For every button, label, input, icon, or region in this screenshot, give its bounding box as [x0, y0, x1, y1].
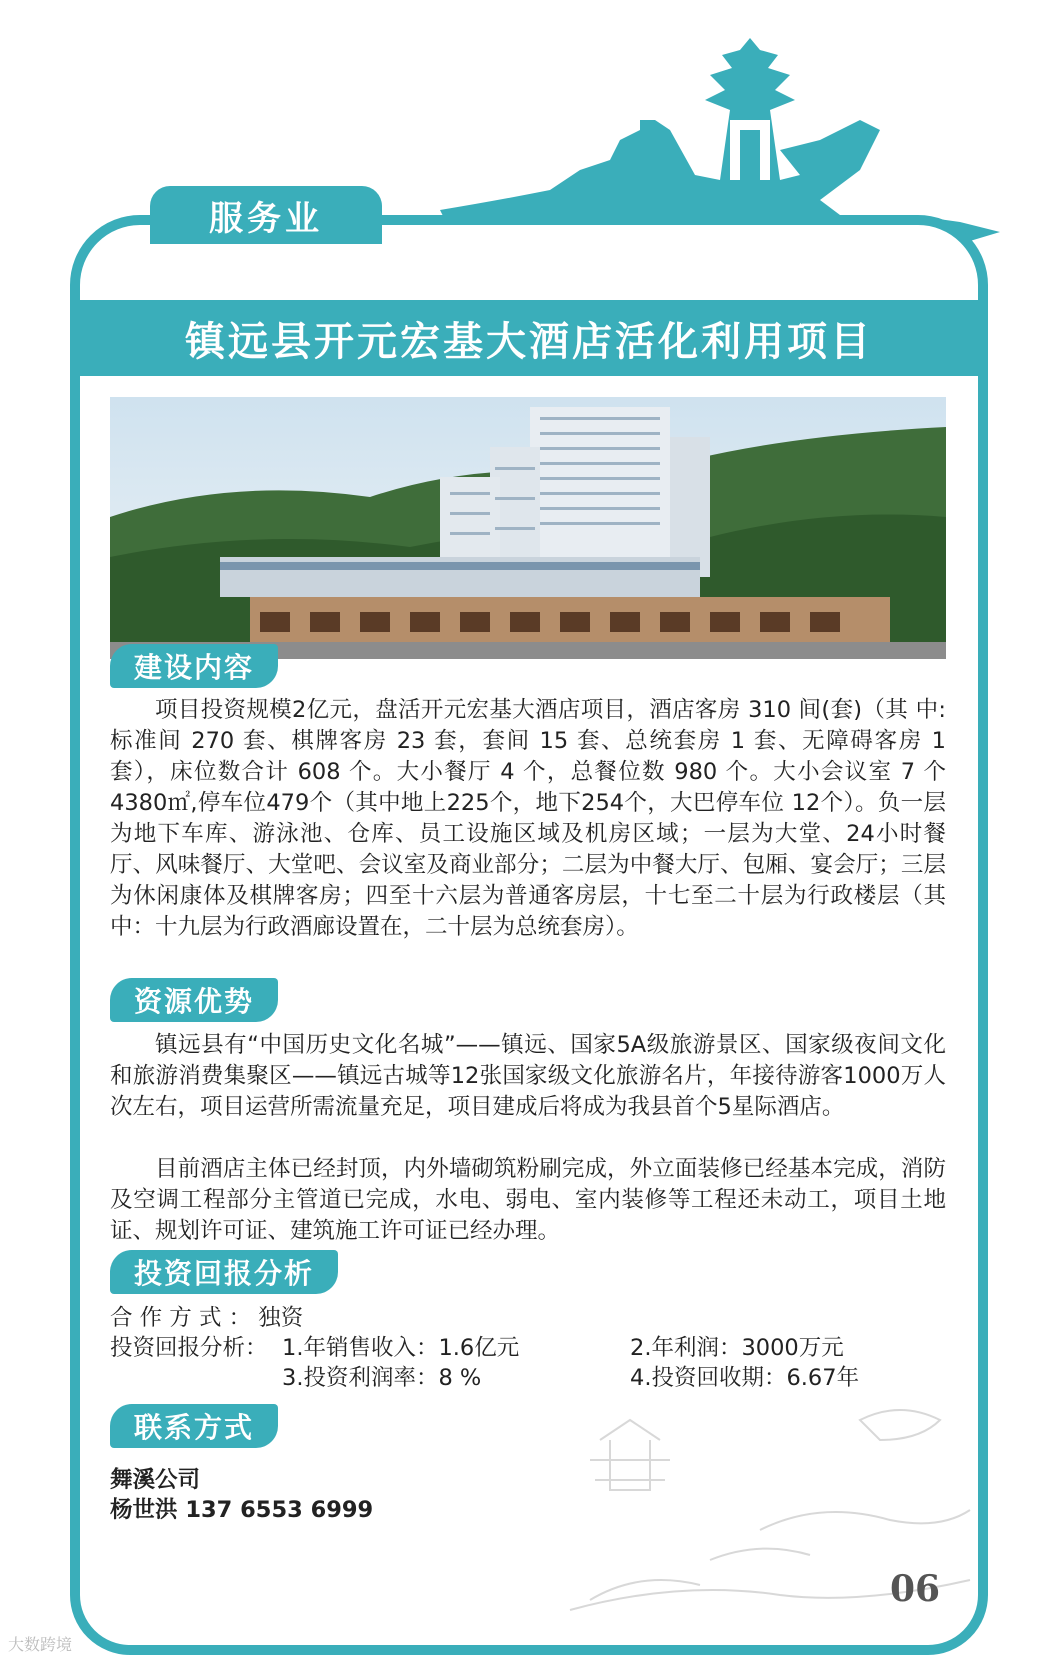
- profit-rate-item: 3.投资利润率：8 %: [282, 1365, 482, 1391]
- category-tab: 服务业: [150, 186, 382, 244]
- section-heading-construction: 建设内容: [110, 644, 278, 688]
- contact-company: 舞溪公司: [110, 1467, 201, 1493]
- section-heading-advantages: 资源优势: [110, 978, 278, 1022]
- advantages-paragraph-1: 镇远县有“中国历史文化名城”——镇远、国家5A级旅游景区、国家级夜间文化和旅游消费集聚区——镇远古城等12张国家级文化旅游名片，年接待游客1000万人次左右，项目运营所需流量充足，项目建成后将成为我县首个5星际酒店。: [110, 1032, 946, 1120]
- analysis-label: 投资回报分析：: [110, 1335, 268, 1361]
- annual-sales-item: 1.年销售收入：1.6亿元: [282, 1335, 520, 1361]
- cooperation-mode-value: 独资: [258, 1305, 304, 1331]
- watermark: 大数跨境: [8, 1635, 73, 1654]
- cooperation-mode-label: 合 作 方 式 ：: [110, 1305, 252, 1331]
- section-heading-contact: 联系方式: [110, 1404, 278, 1448]
- construction-paragraph: 项目投资规模2亿元，盘活开元宏基大酒店项目，酒店客房 310 间(套)（其 中:标准间 270 套、棋牌客房 23 套，套间 15 套、总统套房 1 套、无障碍客房 1 套），床位数合计 608 个。大小餐厅 4 个，总餐位数 980 个。大小会议室 7 个 4380㎡,停车位479个（其中地上225个，地下254个，大巴停车位 12个）。负一层为地下车库、游泳池、仓库、员工设施区域及机房区域；一层为大堂、24小时餐厅、风味餐厅、大堂吧、会议室及商业部分；二层为中餐大厅、包厢、宴会厅；三层为休闲康体及棋牌客房；四至十六层为普通客房层，十七至二十层为行政楼层（其中：十九层为行政酒廊设置在，二十层为总统套房）。: [110, 697, 946, 940]
- annual-profit-item: 2.年利润：3000万元: [630, 1335, 844, 1361]
- advantages-paragraph-2: 目前酒店主体已经封顶，内外墙砌筑粉刷完成，外立面装修已经基本完成，消防及空调工程部分主管道已完成，水电、弱电、室内装修等工程还未动工，项目土地证、规划许可证、建筑施工许可证已经办理。: [110, 1156, 946, 1244]
- payback-period-item: 4.投资回收期：6.67年: [630, 1365, 860, 1391]
- page-number: 06: [890, 1568, 941, 1610]
- contact-person-phone: 杨世洪 137 6553 6999: [110, 1497, 374, 1523]
- hotel-photo: [110, 397, 946, 659]
- section-heading-returns: 投资回报分析: [110, 1250, 338, 1294]
- page-title: 镇远县开元宏基大酒店活化利用项目: [78, 300, 980, 376]
